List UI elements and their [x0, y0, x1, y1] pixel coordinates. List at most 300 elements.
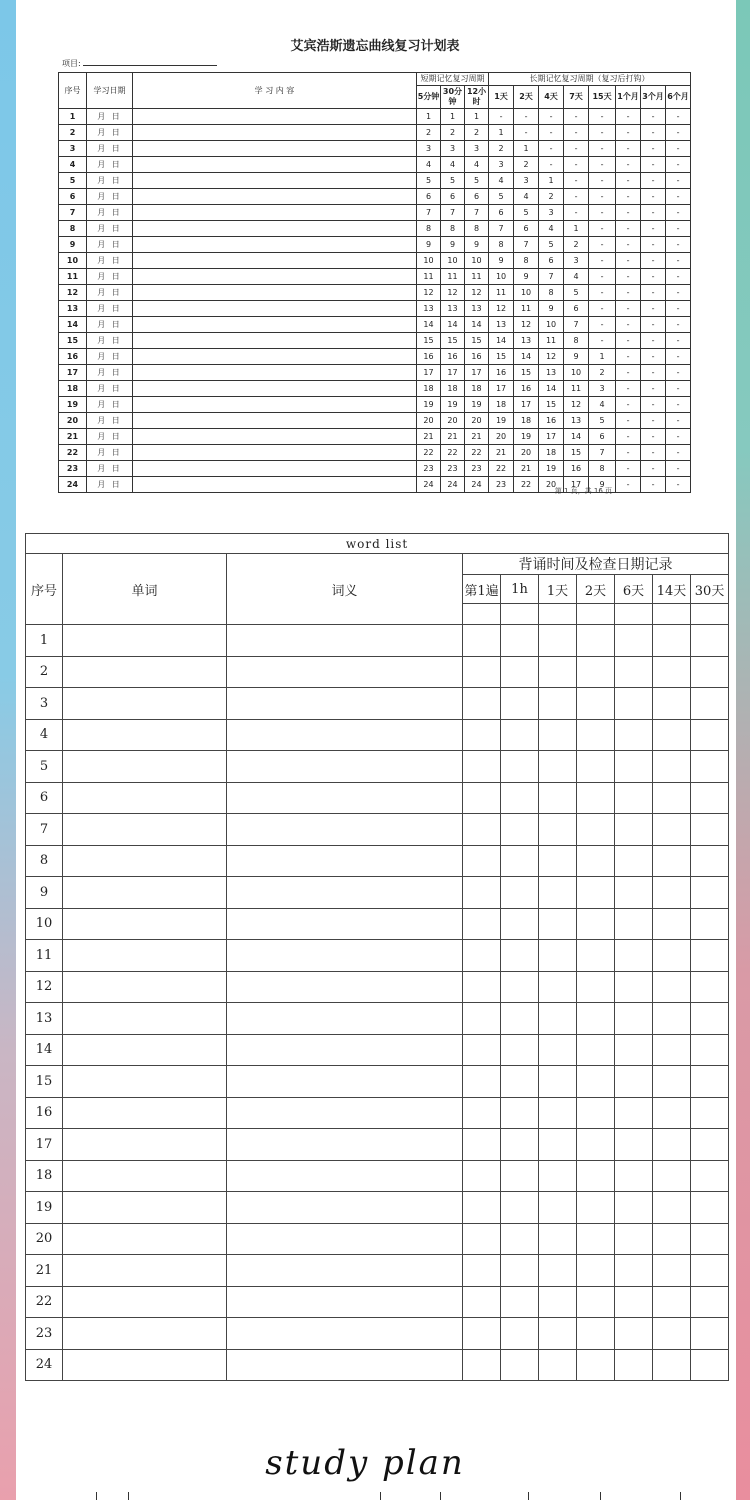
- tick-mark: [96, 1492, 97, 1500]
- meaning-cell[interactable]: [227, 1129, 463, 1161]
- record-cell[interactable]: [463, 625, 501, 657]
- record-cell[interactable]: [653, 814, 691, 846]
- long-review-cell: 16: [489, 365, 514, 381]
- word-cell[interactable]: [63, 1349, 227, 1381]
- record-cell[interactable]: [577, 814, 615, 846]
- record-cell[interactable]: [539, 656, 577, 688]
- long-review-cell: -: [666, 109, 691, 125]
- right-edge-decoration: [736, 0, 750, 1500]
- short-review-cell: 18: [465, 381, 489, 397]
- record-cell[interactable]: [539, 814, 577, 846]
- record-cell[interactable]: [501, 625, 539, 657]
- record-cell[interactable]: [691, 1318, 729, 1350]
- long-review-cell: -: [666, 269, 691, 285]
- record-cell[interactable]: [577, 1097, 615, 1129]
- study-content-cell: [133, 413, 417, 429]
- record-cell[interactable]: [577, 971, 615, 1003]
- record-cell[interactable]: [691, 688, 729, 720]
- short-term-group-header: 短期记忆复习周期: [417, 73, 489, 86]
- word-row: [26, 1223, 729, 1255]
- long-review-cell: -: [616, 125, 641, 141]
- record-cell[interactable]: [501, 1160, 539, 1192]
- long-review-cell: 7: [589, 445, 616, 461]
- long-review-cell: 17: [539, 429, 564, 445]
- record-cell[interactable]: [653, 1255, 691, 1287]
- record-cell[interactable]: [463, 1160, 501, 1192]
- record-cell[interactable]: [539, 1034, 577, 1066]
- record-cell[interactable]: [577, 1349, 615, 1381]
- word-cell[interactable]: [63, 751, 227, 783]
- record-cell[interactable]: [653, 1286, 691, 1318]
- record-cell[interactable]: [501, 1192, 539, 1224]
- word-cell[interactable]: [63, 656, 227, 688]
- record-cell[interactable]: [577, 656, 615, 688]
- record-cell[interactable]: [615, 782, 653, 814]
- record-cell[interactable]: [539, 1192, 577, 1224]
- record-cell[interactable]: [653, 1160, 691, 1192]
- word-row: [26, 1192, 729, 1224]
- record-col-header: 2天: [577, 575, 615, 604]
- word-row-number: 6: [26, 782, 63, 814]
- row-number: 11: [59, 269, 87, 285]
- record-cell[interactable]: [691, 1003, 729, 1035]
- record-cell[interactable]: [539, 688, 577, 720]
- meaning-cell[interactable]: [227, 877, 463, 909]
- record-cell[interactable]: [691, 625, 729, 657]
- record-cell[interactable]: [653, 908, 691, 940]
- long-review-cell: -: [589, 189, 616, 205]
- record-cell[interactable]: [653, 1129, 691, 1161]
- record-cell[interactable]: [539, 1318, 577, 1350]
- word-cell[interactable]: [63, 971, 227, 1003]
- record-cell[interactable]: [539, 751, 577, 783]
- record-cell[interactable]: [577, 908, 615, 940]
- word-cell[interactable]: [63, 1318, 227, 1350]
- record-cell[interactable]: [691, 751, 729, 783]
- record-cell[interactable]: [691, 1349, 729, 1381]
- record-cell[interactable]: [615, 656, 653, 688]
- record-cell[interactable]: [653, 656, 691, 688]
- long-review-cell: -: [616, 381, 641, 397]
- record-cell[interactable]: [691, 814, 729, 846]
- record-cell[interactable]: [691, 782, 729, 814]
- record-cell[interactable]: [577, 751, 615, 783]
- record-cell[interactable]: [463, 1318, 501, 1350]
- record-cell[interactable]: [653, 845, 691, 877]
- record-cell[interactable]: [577, 1129, 615, 1161]
- long-review-cell: 6: [489, 205, 514, 221]
- record-cell[interactable]: [539, 845, 577, 877]
- meaning-cell[interactable]: [227, 1223, 463, 1255]
- record-cell[interactable]: [539, 971, 577, 1003]
- record-cell[interactable]: [463, 814, 501, 846]
- record-cell[interactable]: [653, 1003, 691, 1035]
- meaning-cell[interactable]: [227, 908, 463, 940]
- record-cell[interactable]: [577, 940, 615, 972]
- record-cell[interactable]: [463, 1286, 501, 1318]
- record-cell[interactable]: [615, 940, 653, 972]
- record-cell[interactable]: [463, 1129, 501, 1161]
- record-cell[interactable]: [501, 845, 539, 877]
- row-number: 13: [59, 301, 87, 317]
- record-header-blank: [653, 604, 691, 625]
- review-row: [59, 189, 691, 205]
- record-cell[interactable]: [463, 971, 501, 1003]
- record-cell[interactable]: [539, 719, 577, 751]
- word-cell[interactable]: [63, 877, 227, 909]
- record-cell[interactable]: [691, 1097, 729, 1129]
- record-cell[interactable]: [463, 782, 501, 814]
- record-cell[interactable]: [577, 1034, 615, 1066]
- word-row: [26, 1286, 729, 1318]
- record-cell[interactable]: [501, 1129, 539, 1161]
- record-cell[interactable]: [691, 1223, 729, 1255]
- short-review-cell: 14: [417, 317, 441, 333]
- meaning-cell[interactable]: [227, 1318, 463, 1350]
- word-cell[interactable]: [63, 1160, 227, 1192]
- record-cell[interactable]: [501, 656, 539, 688]
- long-review-cell: -: [616, 365, 641, 381]
- long-review-cell: 4: [564, 269, 589, 285]
- review-row: [59, 157, 691, 173]
- record-cell[interactable]: [691, 971, 729, 1003]
- record-cell[interactable]: [501, 1003, 539, 1035]
- record-cell[interactable]: [463, 751, 501, 783]
- tick-mark: [680, 1492, 681, 1500]
- record-cell[interactable]: [463, 877, 501, 909]
- record-cell[interactable]: [615, 971, 653, 1003]
- long-review-cell: -: [589, 269, 616, 285]
- record-header-blank: [539, 604, 577, 625]
- meaning-cell[interactable]: [227, 656, 463, 688]
- record-cell[interactable]: [539, 782, 577, 814]
- record-cell[interactable]: [577, 782, 615, 814]
- record-cell[interactable]: [539, 1286, 577, 1318]
- record-cell[interactable]: [577, 877, 615, 909]
- review-plan-title: 艾宾浩斯遗忘曲线复习计划表: [290, 39, 460, 54]
- record-cell[interactable]: [615, 1097, 653, 1129]
- short-col-header: 30分钟: [441, 86, 465, 109]
- record-cell[interactable]: [539, 1223, 577, 1255]
- long-review-cell: 19: [539, 461, 564, 477]
- word-cell[interactable]: [63, 814, 227, 846]
- record-cell[interactable]: [539, 1349, 577, 1381]
- record-cell[interactable]: [653, 1349, 691, 1381]
- record-cell[interactable]: [653, 688, 691, 720]
- record-cell[interactable]: [615, 1223, 653, 1255]
- meaning-cell[interactable]: [227, 1349, 463, 1381]
- record-cell[interactable]: [691, 656, 729, 688]
- record-cell[interactable]: [539, 1066, 577, 1098]
- record-cell[interactable]: [501, 908, 539, 940]
- record-cell[interactable]: [577, 1223, 615, 1255]
- long-review-cell: 20: [489, 429, 514, 445]
- long-review-cell: 12: [514, 317, 539, 333]
- record-cell[interactable]: [463, 1066, 501, 1098]
- record-cell[interactable]: [691, 1286, 729, 1318]
- short-review-cell: 9: [441, 237, 465, 253]
- record-cell[interactable]: [501, 1255, 539, 1287]
- record-cell[interactable]: [501, 782, 539, 814]
- meaning-cell[interactable]: [227, 1255, 463, 1287]
- record-cell[interactable]: [577, 688, 615, 720]
- word-cell[interactable]: [63, 1129, 227, 1161]
- record-cell[interactable]: [501, 1097, 539, 1129]
- long-review-cell: 1: [539, 173, 564, 189]
- record-cell[interactable]: [691, 940, 729, 972]
- record-cell[interactable]: [463, 908, 501, 940]
- word-cell[interactable]: [63, 1003, 227, 1035]
- record-cell[interactable]: [615, 625, 653, 657]
- long-review-cell: -: [589, 221, 616, 237]
- record-cell[interactable]: [653, 719, 691, 751]
- short-review-cell: 3: [441, 141, 465, 157]
- record-cell[interactable]: [577, 1286, 615, 1318]
- record-cell[interactable]: [463, 1003, 501, 1035]
- meaning-cell[interactable]: [227, 1097, 463, 1129]
- long-review-cell: -: [539, 141, 564, 157]
- record-cell[interactable]: [463, 845, 501, 877]
- record-cell[interactable]: [615, 845, 653, 877]
- meaning-cell[interactable]: [227, 1034, 463, 1066]
- record-cell[interactable]: [501, 814, 539, 846]
- record-cell[interactable]: [501, 877, 539, 909]
- short-review-cell: 3: [417, 141, 441, 157]
- record-cell[interactable]: [501, 1223, 539, 1255]
- record-cell[interactable]: [653, 940, 691, 972]
- record-cell[interactable]: [501, 940, 539, 972]
- meaning-cell[interactable]: [227, 971, 463, 1003]
- left-edge-decoration: [0, 0, 16, 1500]
- record-cell[interactable]: [653, 971, 691, 1003]
- record-cell[interactable]: [691, 908, 729, 940]
- record-cell[interactable]: [463, 1034, 501, 1066]
- record-cell[interactable]: [539, 908, 577, 940]
- long-review-cell: -: [641, 221, 666, 237]
- word-cell[interactable]: [63, 908, 227, 940]
- long-review-cell: 17: [564, 477, 589, 493]
- record-header-blank: [691, 604, 729, 625]
- record-cell[interactable]: [501, 688, 539, 720]
- short-review-cell: 13: [441, 301, 465, 317]
- record-cell[interactable]: [539, 1097, 577, 1129]
- record-cell[interactable]: [577, 1003, 615, 1035]
- record-cell[interactable]: [615, 1066, 653, 1098]
- short-review-cell: 5: [441, 173, 465, 189]
- word-row-number: 15: [26, 1066, 63, 1098]
- bottom-tick-marks: [60, 1492, 680, 1500]
- record-cell[interactable]: [615, 688, 653, 720]
- meaning-cell[interactable]: [227, 1286, 463, 1318]
- record-cell[interactable]: [463, 688, 501, 720]
- long-review-cell: 10: [489, 269, 514, 285]
- record-cell[interactable]: [653, 1097, 691, 1129]
- word-row-number: 16: [26, 1097, 63, 1129]
- word-cell[interactable]: [63, 845, 227, 877]
- record-cell[interactable]: [615, 1255, 653, 1287]
- record-cell[interactable]: [653, 1223, 691, 1255]
- record-cell[interactable]: [653, 1066, 691, 1098]
- word-cell[interactable]: [63, 688, 227, 720]
- meaning-cell[interactable]: [227, 719, 463, 751]
- record-cell[interactable]: [577, 1255, 615, 1287]
- word-cell[interactable]: [63, 782, 227, 814]
- short-review-cell: 2: [417, 125, 441, 141]
- record-cell[interactable]: [653, 1034, 691, 1066]
- record-cell[interactable]: [615, 1160, 653, 1192]
- record-cell[interactable]: [577, 1160, 615, 1192]
- record-cell[interactable]: [653, 1318, 691, 1350]
- long-review-cell: -: [616, 301, 641, 317]
- long-review-cell: 12: [564, 397, 589, 413]
- record-cell[interactable]: [501, 751, 539, 783]
- long-review-cell: -: [666, 333, 691, 349]
- record-cell[interactable]: [615, 1286, 653, 1318]
- record-cell[interactable]: [463, 1192, 501, 1224]
- word-cell[interactable]: [63, 1066, 227, 1098]
- record-cell[interactable]: [691, 1192, 729, 1224]
- record-cell[interactable]: [577, 1066, 615, 1098]
- word-cell[interactable]: [63, 1034, 227, 1066]
- record-cell[interactable]: [501, 1318, 539, 1350]
- review-plan-table: [58, 72, 691, 493]
- record-cell[interactable]: [691, 1255, 729, 1287]
- meaning-cell[interactable]: [227, 940, 463, 972]
- study-content-cell: [133, 141, 417, 157]
- record-cell[interactable]: [463, 1349, 501, 1381]
- record-cell[interactable]: [577, 845, 615, 877]
- meaning-cell[interactable]: [227, 625, 463, 657]
- tick-mark: [128, 1492, 129, 1500]
- long-review-cell: 20: [539, 477, 564, 493]
- long-review-cell: -: [666, 461, 691, 477]
- meaning-cell[interactable]: [227, 1003, 463, 1035]
- record-cell[interactable]: [691, 1160, 729, 1192]
- long-review-cell: 5: [589, 413, 616, 429]
- record-cell[interactable]: [539, 625, 577, 657]
- long-review-cell: 19: [514, 429, 539, 445]
- record-cell[interactable]: [653, 1192, 691, 1224]
- record-cell[interactable]: [615, 1349, 653, 1381]
- long-review-cell: -: [641, 317, 666, 333]
- long-review-cell: 8: [564, 333, 589, 349]
- record-cell[interactable]: [615, 1192, 653, 1224]
- record-cell[interactable]: [653, 877, 691, 909]
- word-list-sheet: [25, 533, 728, 1381]
- word-cell[interactable]: [63, 625, 227, 657]
- word-cell[interactable]: [63, 1286, 227, 1318]
- record-cell[interactable]: [501, 719, 539, 751]
- meaning-cell[interactable]: [227, 1066, 463, 1098]
- record-cell[interactable]: [577, 1192, 615, 1224]
- meaning-cell[interactable]: [227, 845, 463, 877]
- record-cell[interactable]: [539, 1160, 577, 1192]
- record-cell[interactable]: [539, 1255, 577, 1287]
- study-content-cell: [133, 189, 417, 205]
- record-cell[interactable]: [501, 1286, 539, 1318]
- long-review-cell: -: [514, 109, 539, 125]
- record-cell[interactable]: [691, 719, 729, 751]
- meaning-cell[interactable]: [227, 814, 463, 846]
- record-cell[interactable]: [539, 940, 577, 972]
- col-seq-header: 序号: [59, 73, 87, 109]
- record-header-blank: [615, 604, 653, 625]
- record-cell[interactable]: [539, 1003, 577, 1035]
- record-cell[interactable]: [577, 719, 615, 751]
- meaning-cell[interactable]: [227, 751, 463, 783]
- meaning-cell[interactable]: [227, 688, 463, 720]
- record-cell[interactable]: [501, 971, 539, 1003]
- word-cell[interactable]: [63, 1097, 227, 1129]
- record-cell[interactable]: [653, 782, 691, 814]
- record-cell[interactable]: [653, 751, 691, 783]
- word-cell[interactable]: [63, 719, 227, 751]
- record-cell[interactable]: [615, 814, 653, 846]
- record-cell[interactable]: [539, 1129, 577, 1161]
- record-cell[interactable]: [615, 877, 653, 909]
- word-cell[interactable]: [63, 1192, 227, 1224]
- record-cell[interactable]: [615, 1003, 653, 1035]
- study-content-cell: [133, 253, 417, 269]
- record-cell[interactable]: [691, 877, 729, 909]
- record-cell[interactable]: [691, 1129, 729, 1161]
- record-cell[interactable]: [615, 1034, 653, 1066]
- study-date-cell: 月 日: [87, 397, 133, 413]
- meaning-cell[interactable]: [227, 782, 463, 814]
- record-cell[interactable]: [615, 908, 653, 940]
- record-cell[interactable]: [577, 1318, 615, 1350]
- long-review-cell: -: [564, 205, 589, 221]
- long-review-cell: -: [666, 125, 691, 141]
- long-review-cell: 2: [489, 141, 514, 157]
- review-row: [59, 109, 691, 125]
- record-cell[interactable]: [615, 1129, 653, 1161]
- meaning-cell[interactable]: [227, 1160, 463, 1192]
- record-cell[interactable]: [615, 1318, 653, 1350]
- short-review-cell: 5: [417, 173, 441, 189]
- record-cell[interactable]: [501, 1349, 539, 1381]
- long-review-cell: 21: [514, 461, 539, 477]
- long-review-cell: 1: [489, 125, 514, 141]
- record-cell[interactable]: [691, 1066, 729, 1098]
- short-review-cell: 19: [441, 397, 465, 413]
- record-cell[interactable]: [463, 719, 501, 751]
- record-cell[interactable]: [653, 625, 691, 657]
- record-cell[interactable]: [463, 656, 501, 688]
- record-cell[interactable]: [463, 1255, 501, 1287]
- record-cell[interactable]: [463, 1223, 501, 1255]
- record-cell[interactable]: [501, 1034, 539, 1066]
- word-cell[interactable]: [63, 1223, 227, 1255]
- study-date-cell: 月 日: [87, 381, 133, 397]
- record-cell[interactable]: [463, 1097, 501, 1129]
- word-cell[interactable]: [63, 1255, 227, 1287]
- long-review-cell: 12: [489, 301, 514, 317]
- record-cell[interactable]: [539, 877, 577, 909]
- record-cell[interactable]: [501, 1066, 539, 1098]
- record-cell[interactable]: [615, 751, 653, 783]
- meaning-cell[interactable]: [227, 1192, 463, 1224]
- record-cell[interactable]: [691, 1034, 729, 1066]
- record-cell[interactable]: [691, 845, 729, 877]
- long-review-cell: -: [589, 253, 616, 269]
- word-row: [26, 1129, 729, 1161]
- record-cell[interactable]: [463, 940, 501, 972]
- word-cell[interactable]: [63, 940, 227, 972]
- record-cell[interactable]: [615, 719, 653, 751]
- record-cell[interactable]: [577, 625, 615, 657]
- long-review-cell: -: [589, 125, 616, 141]
